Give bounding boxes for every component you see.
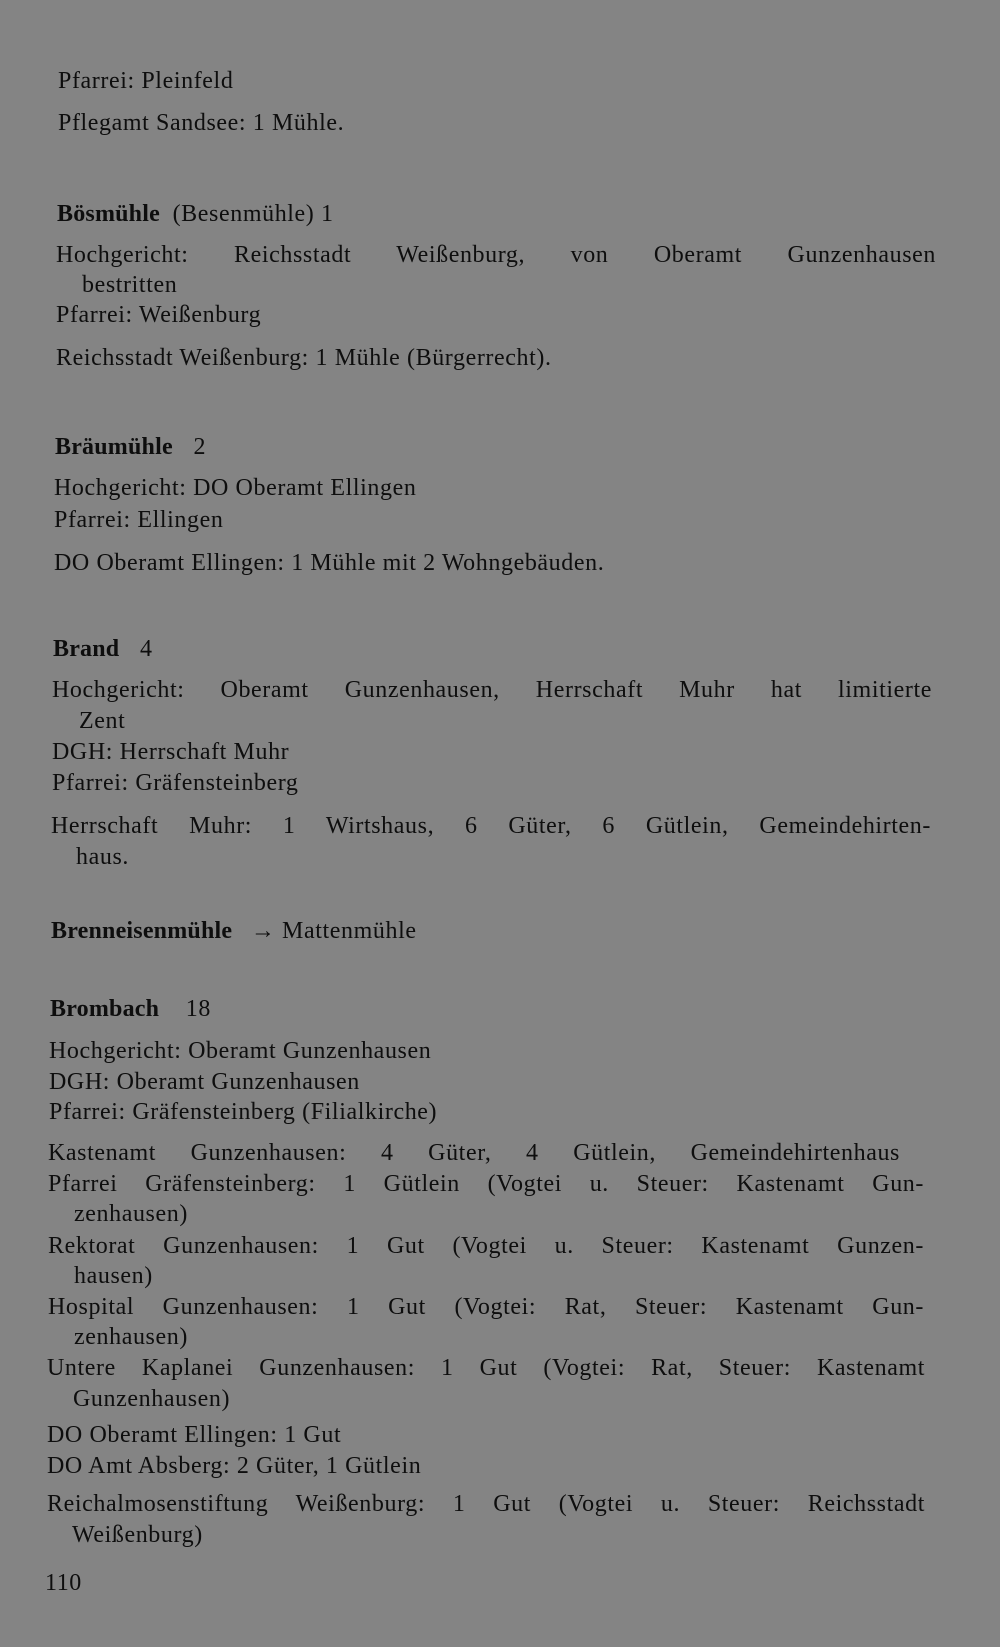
entry-name: Brombach	[50, 996, 160, 1022]
entry-name: Bräumühle	[55, 434, 173, 460]
text-line: Hochgericht: Oberamt Gunzenhausen	[49, 1038, 432, 1064]
text-line: hausen)	[74, 1263, 153, 1289]
text-line: zenhausen)	[74, 1324, 188, 1350]
text-line: DGH: Oberamt Gunzenhausen	[49, 1069, 360, 1095]
text-line: Reichalmosenstiftung Weißenburg: 1 Gut (Vogtei u. Steuer: Reichsstadt	[47, 1491, 925, 1517]
text-line: Pfarrei: Ellingen	[54, 507, 224, 533]
text-line: Gunzenhausen)	[73, 1386, 231, 1412]
entry-name: Brenneisenmühle	[51, 918, 233, 944]
text-line: Rektorat Gunzenhausen: 1 Gut (Vogtei u. Steuer: Kastenamt Gunzen-	[48, 1233, 924, 1259]
text-line: DO Oberamt Ellingen: 1 Mühle mit 2 Wohngebäuden.	[54, 550, 605, 576]
text-line: Weißenburg)	[72, 1522, 203, 1548]
text-line: Hospital Gunzenhausen: 1 Gut (Vogtei: Rat, Steuer: Kastenamt Gun-	[48, 1294, 924, 1320]
text-line: DO Oberamt Ellingen: 1 Gut	[47, 1422, 342, 1448]
entry-count: (Besenmühle) 1	[172, 201, 334, 227]
text-line: DGH: Herrschaft Muhr	[52, 739, 290, 765]
text-line: Zent	[79, 708, 126, 734]
text-line: bestritten	[82, 272, 178, 298]
text-line: Hochgericht: DO Oberamt Ellingen	[54, 475, 417, 501]
text-line: Hochgericht: Reichsstadt Weißenburg, von Oberamt Gunzenhausen	[56, 242, 936, 268]
text-line: Herrschaft Muhr: 1 Wirtshaus, 6 Güter, 6 Gütlein, Gemeindehirten-	[51, 813, 931, 839]
entry-heading	[51, 916, 417, 946]
entry-count: 2	[193, 434, 207, 460]
text-line: Reichsstadt Weißenburg: 1 Mühle (Bürgerrecht).	[56, 345, 552, 371]
entry-heading	[50, 994, 211, 1024]
entry-name: Brand	[53, 636, 120, 662]
page-number: 110	[45, 1570, 82, 1596]
text-line: haus.	[76, 844, 129, 870]
cross-reference: → Mattenmühle	[250, 918, 417, 944]
text-line: Untere Kaplanei Gunzenhausen: 1 Gut (Vogtei: Rat, Steuer: Kastenamt	[47, 1355, 925, 1381]
entry-name: Bösmühle	[57, 201, 160, 227]
text-line: Pfarrei: Gräfensteinberg	[52, 770, 299, 796]
text-line: Pflegamt Sandsee: 1 Mühle.	[58, 110, 345, 136]
text-line: Pfarrei: Weißenburg	[56, 302, 262, 328]
entry-count: 18	[185, 996, 211, 1022]
entry-heading	[55, 432, 206, 462]
text-line: zenhausen)	[74, 1201, 188, 1227]
text-line: Kastenamt Gunzenhausen: 4 Güter, 4 Gütlein, Gemeindehirtenhaus	[48, 1140, 900, 1166]
text-line: Pfarrei: Pleinfeld	[58, 68, 234, 94]
text-line: Pfarrei: Gräfensteinberg (Filialkirche)	[49, 1099, 438, 1125]
entry-heading	[57, 199, 334, 229]
text-line: Pfarrei Gräfensteinberg: 1 Gütlein (Vogtei u. Steuer: Kastenamt Gun-	[48, 1171, 924, 1197]
text-line: DO Amt Absberg: 2 Güter, 1 Gütlein	[47, 1453, 422, 1479]
text-line: Hochgericht: Oberamt Gunzenhausen, Herrschaft Muhr hat limitierte	[52, 677, 932, 703]
entry-count: 4	[139, 636, 153, 662]
entry-heading	[53, 634, 153, 664]
